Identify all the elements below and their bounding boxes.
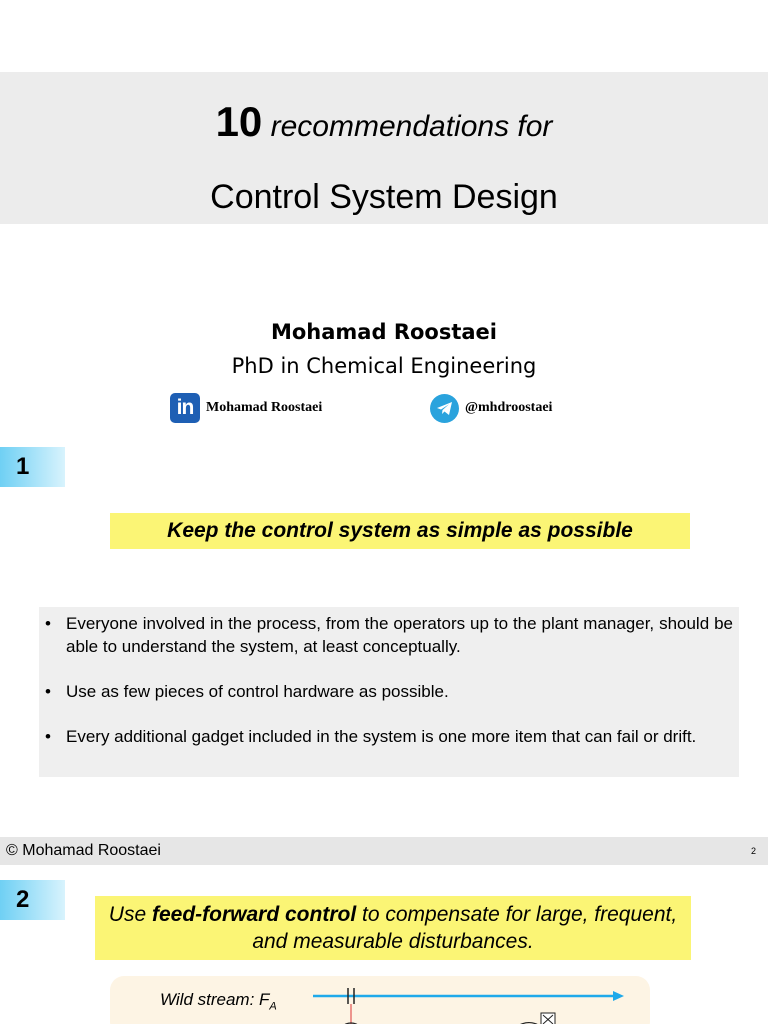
headline-bold: feed-forward control: [151, 903, 357, 926]
linkedin-link[interactable]: [170, 393, 322, 423]
bullet-dot-icon: •: [45, 727, 51, 746]
valve-icon: [541, 1013, 555, 1024]
headline-post: to compensate for large, frequent, and measurable disturbances.: [252, 903, 678, 953]
title-line-2: Control System Design: [210, 178, 558, 216]
linkedin-icon: in: [170, 393, 200, 423]
stream-arrowhead-icon: [613, 991, 624, 1001]
feedforward-diagram: [110, 976, 650, 1024]
author-name: Mohamad Roostaei: [270, 320, 498, 344]
section-1-number: 1: [0, 447, 65, 487]
bullet-text: Every additional gadget included in the system is one more item that can fail or drift.: [66, 727, 697, 746]
title-number: 10: [215, 98, 263, 145]
diagram-graphics: [110, 976, 650, 1024]
bullet-text: Everyone involved in the process, from the operators up to the plant manager, should be able to understand the system, at least conceptually.: [66, 614, 733, 656]
bullet-dot-icon: •: [45, 614, 51, 633]
bullet-text: Use as few pieces of control hardware as possible.: [66, 682, 449, 701]
page-number: 2: [750, 846, 756, 856]
author-degree: PhD in Chemical Engineering: [231, 354, 537, 378]
headline-pre: Use: [108, 903, 152, 926]
copyright-text: © Mohamad Roostaei: [6, 842, 161, 859]
telegram-link[interactable]: [430, 393, 552, 423]
title-line-1-text: recommendations for: [270, 110, 553, 143]
list-item: [43, 680, 733, 703]
telegram-icon: [430, 394, 459, 423]
section-1-headline: Keep the control system as simple as possible: [110, 513, 690, 549]
wild-stream-label: Wild stream: $F_A$: [160, 990, 277, 1013]
section-2-number: 2: [0, 880, 65, 920]
linkedin-name: Mohamad Roostaei: [206, 400, 323, 415]
bullet-dot-icon: •: [45, 682, 51, 701]
page-footer: [0, 837, 768, 865]
list-item: [43, 612, 733, 658]
list-item: [43, 725, 733, 748]
telegram-handle: @mhdroostaei: [465, 400, 553, 415]
section-1-bullet-list: [39, 607, 739, 777]
title-line-1: [0, 98, 768, 146]
section-2-headline: [95, 896, 691, 960]
